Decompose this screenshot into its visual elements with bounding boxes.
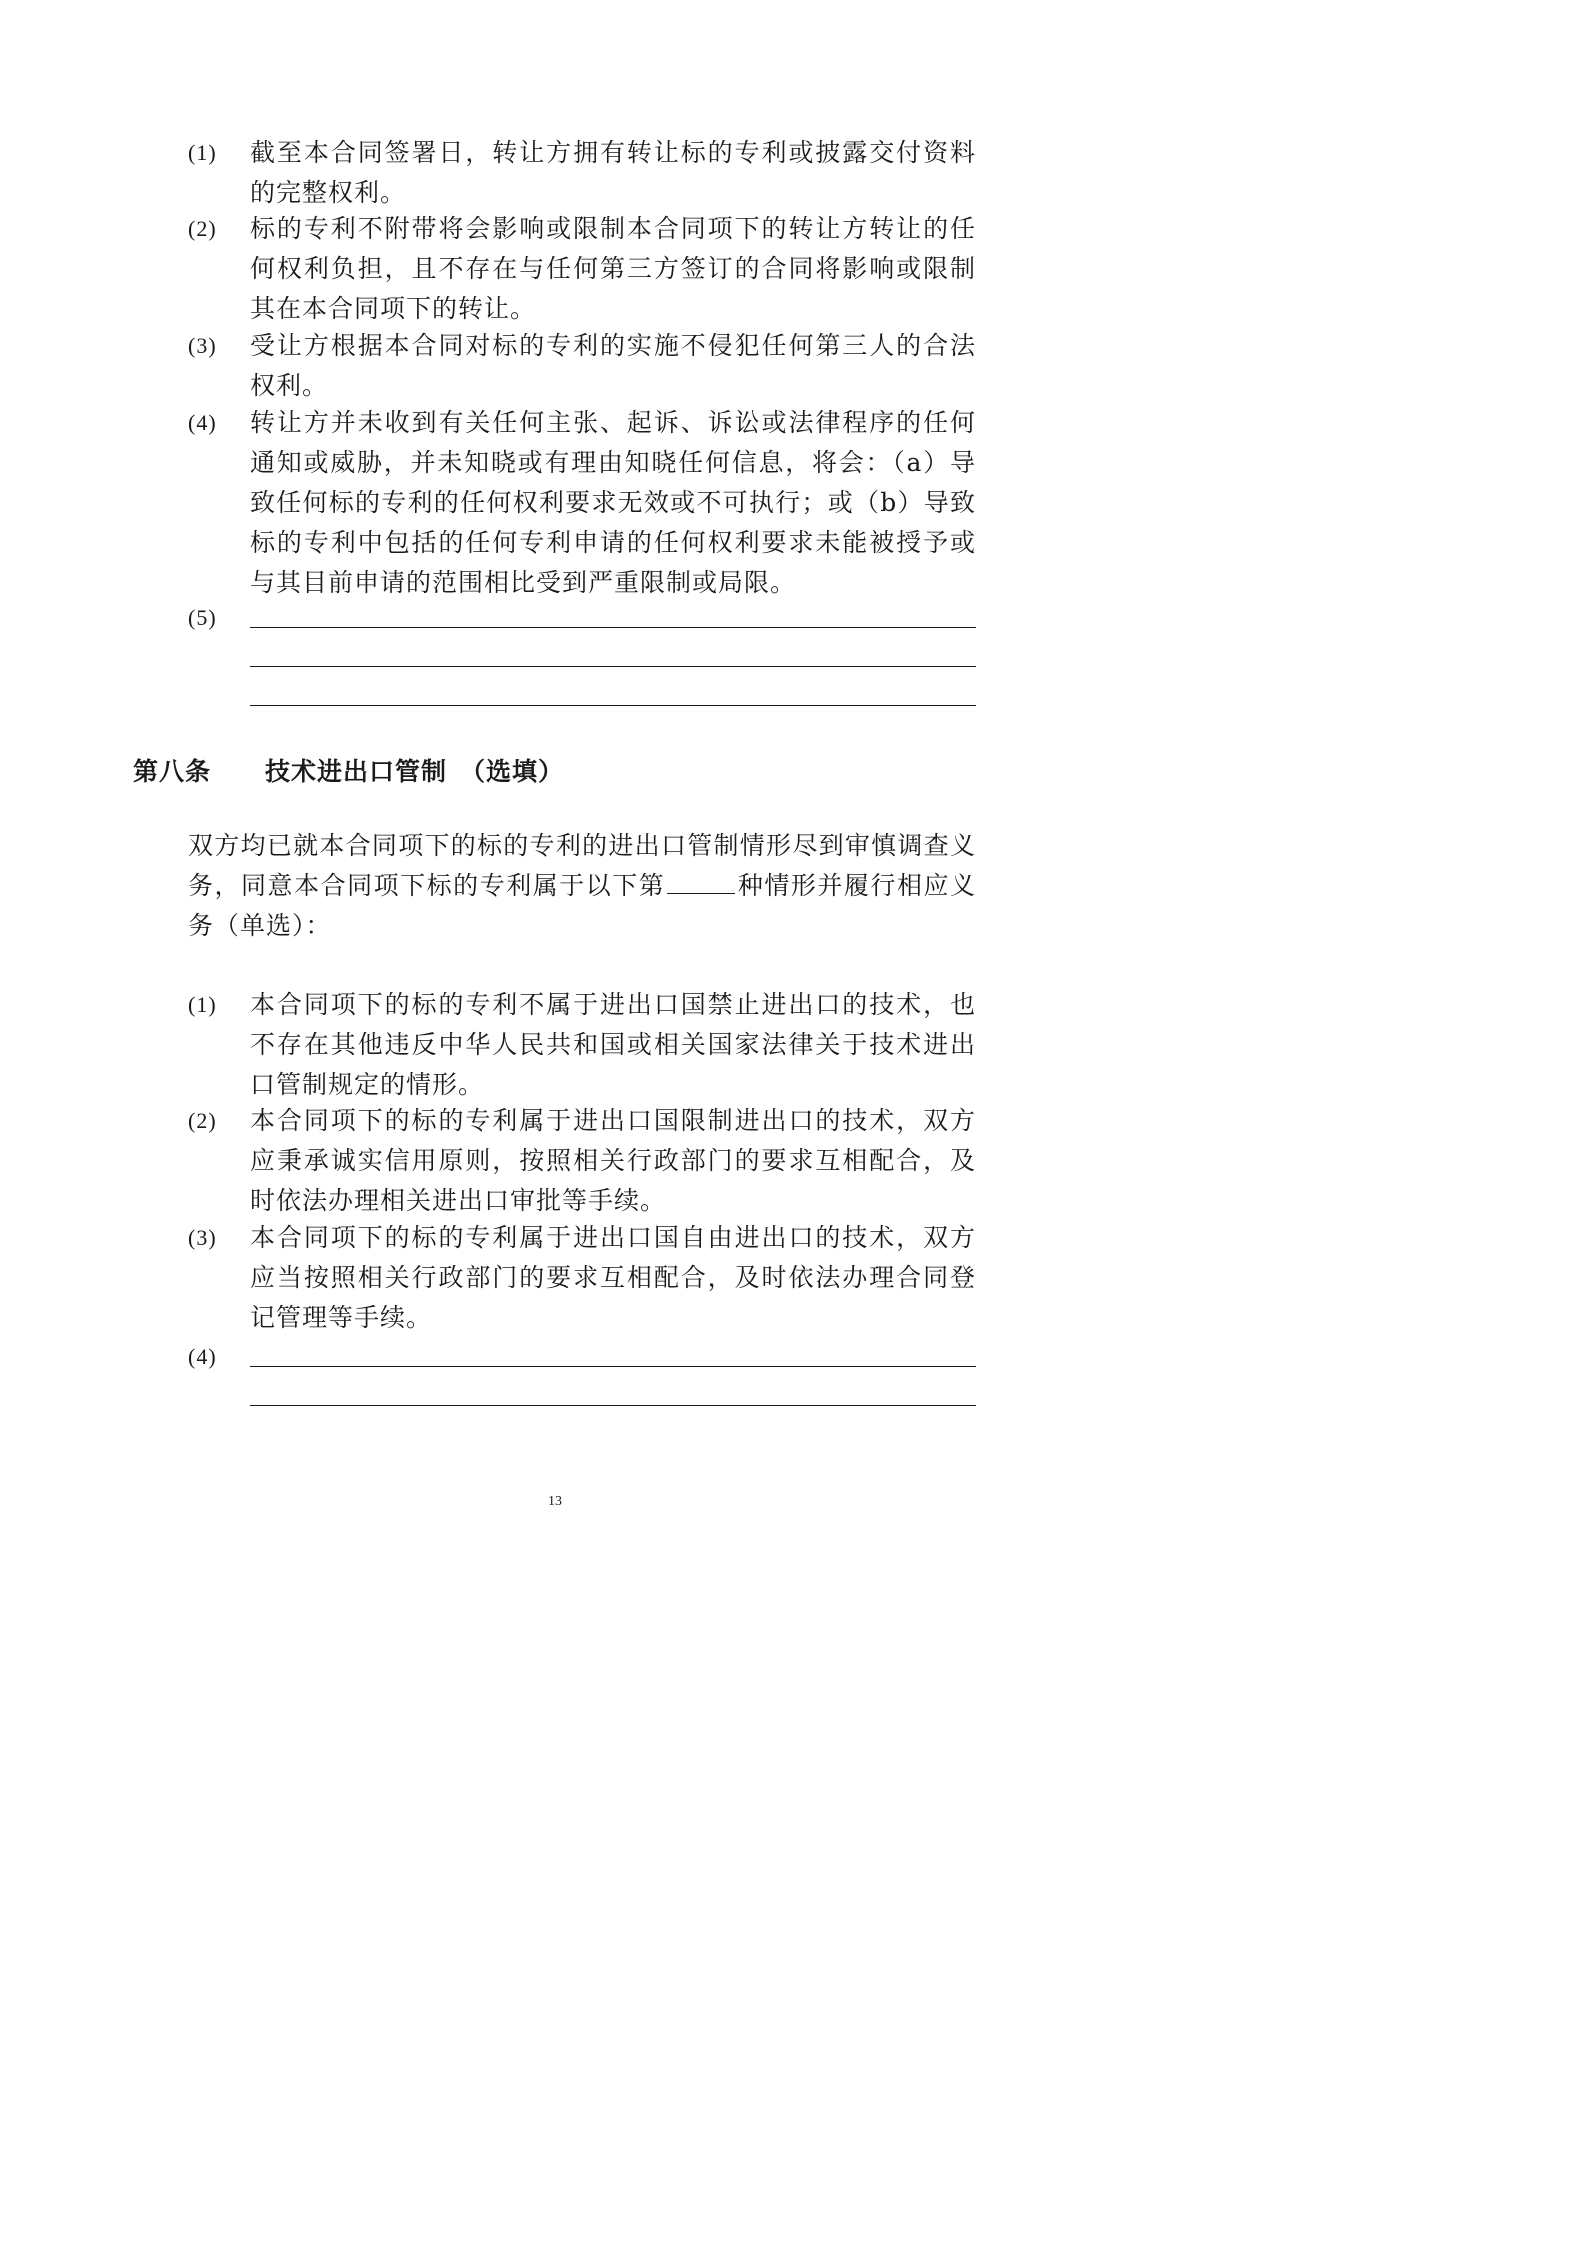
item-number: (2) [188, 1108, 217, 1133]
article-note: （选填） [460, 757, 565, 786]
item-text: 本合同项下的标的专利属于进出口国自由进出口的技术，双方应当按照相关行政部门的要求互相配合，及时依法办理合同登记管理等手续。 [250, 1223, 976, 1332]
item-text: 受让方根据本合同对标的专利的实施不侵犯任何第三人的合法权利。 [250, 331, 976, 400]
item-number: (2) [188, 216, 217, 241]
item-text: 本合同项下的标的专利属于进出口国限制进出口的技术，双方应秉承诚实信用原则，按照相关行政部门的要求互相配合，及时依法办理相关进出口审批等手续。 [250, 1106, 976, 1215]
page-number: 13 [548, 1494, 562, 1509]
item-number: (4) [188, 1344, 217, 1369]
intro-text-after: 种情形并履行相应义务（单选）： [188, 871, 976, 940]
item-number: (3) [188, 333, 217, 358]
item-number: (1) [188, 140, 217, 165]
fill-in-line [250, 1366, 976, 1367]
item-number: (3) [188, 1225, 217, 1250]
fill-in-line [250, 1405, 976, 1406]
item-number: (5) [188, 605, 217, 630]
article-label: 第八条 [133, 757, 212, 786]
article-intro [188, 826, 976, 946]
item-text: 标的专利不附带将会影响或限制本合同项下的转让方转让的任何权利负担，且不存在与任何第三方签订的合同将影响或限制其在本合同项下的转让。 [250, 214, 976, 323]
item-text: 转让方并未收到有关任何主张、起诉、诉讼或法律程序的任何通知或威胁，并未知晓或有理由知晓任何信息，将会：（a）导致任何标的专利的任何权利要求无效或不可执行；或（b）导致标的专利中包括的任何专利申请的任何权利要求未能被授予或与其目前申请的范围相比受到严重限制或局限。 [250, 408, 976, 597]
article-title: 技术进出口管制 [265, 757, 448, 786]
item-text: 截至本合同签署日，转让方拥有转让标的专利或披露交付资料的完整权利。 [250, 138, 976, 207]
fill-in-line [250, 705, 976, 706]
item-number: (1) [188, 992, 217, 1017]
fill-in-line [250, 627, 976, 628]
intro-text-before: 双方均已就本合同项下的标的专利的进出口管制情形尽到审慎调查义务，同意本合同项下标的专利属于以下第 [188, 831, 976, 900]
item-text: 本合同项下的标的专利不属于进出口国禁止进出口的技术，也不存在其他违反中华人民共和国或相关国家法律关于技术进出口管制规定的情形。 [250, 990, 976, 1099]
item-number: (4) [188, 410, 217, 435]
fill-in-line [250, 666, 976, 667]
choice-blank [667, 867, 735, 894]
